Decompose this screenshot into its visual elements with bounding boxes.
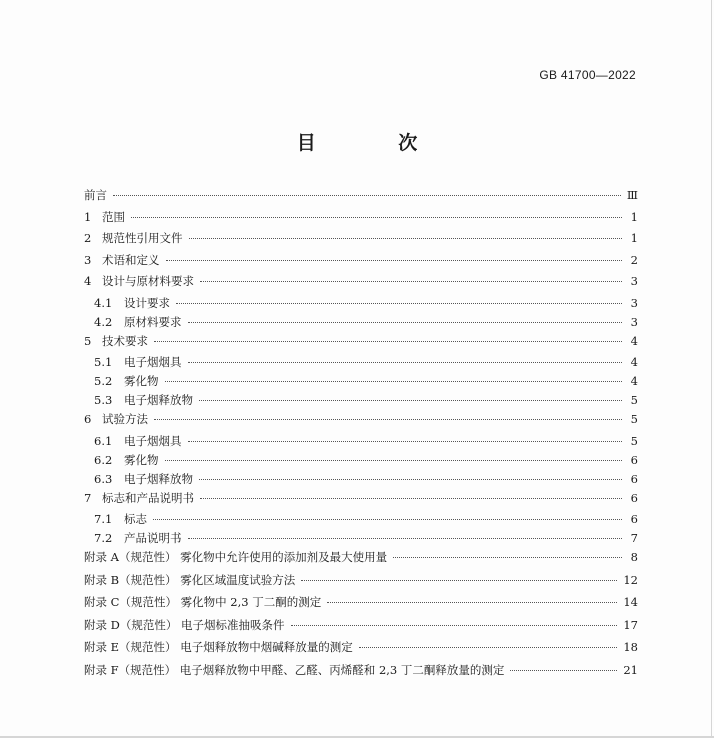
- dot-leader: [188, 322, 623, 323]
- toc-entry[interactable]: [84, 452, 638, 471]
- dot-leader: [113, 195, 621, 196]
- toc-entry[interactable]: [84, 373, 638, 392]
- toc-entry-label: 电子烟烟具: [124, 433, 182, 448]
- toc-entry-number: 7.1: [94, 512, 113, 526]
- toc-entry-number: 5: [84, 333, 92, 348]
- toc-entry-number: 5.3: [94, 393, 113, 407]
- toc-entry[interactable]: [84, 354, 638, 373]
- toc-entry-label: 试验方法: [102, 412, 148, 426]
- toc-entry-page: 3: [630, 314, 638, 329]
- toc-entry-label: 雾化物: [124, 452, 159, 467]
- toc-entry-page: 6: [630, 452, 638, 467]
- dot-leader: [199, 479, 622, 480]
- toc-entry-number: 6: [84, 412, 92, 426]
- toc-entry-label: 附录 B（规范性） 雾化区域温度试验方法: [84, 572, 296, 587]
- toc-entry-label: 设计与原材料要求: [102, 274, 194, 288]
- toc-entry[interactable]: [84, 511, 638, 530]
- toc-entry-label: 附录 F（规范性） 电子烟释放物中甲醛、乙醛、丙烯醛和 2,3 丁二酮释放量的测定: [84, 662, 505, 677]
- toc-entry-label: 原材料要求: [124, 314, 182, 329]
- dot-leader: [301, 580, 617, 581]
- toc-entry-label: 标志: [124, 512, 147, 526]
- toc-entry-number: 3: [84, 252, 92, 267]
- dot-leader: [165, 381, 623, 382]
- toc-entry-number: 7: [84, 490, 92, 505]
- toc-entry-label: 产品说明书: [124, 531, 182, 545]
- toc-entry-number: 6.3: [94, 471, 113, 486]
- toc-entry-page: 5: [630, 412, 638, 426]
- toc-entry[interactable]: [84, 295, 638, 314]
- toc-entry[interactable]: [84, 490, 638, 512]
- dot-leader: [291, 625, 618, 626]
- toc-entry-label: 设计要求: [124, 295, 170, 310]
- toc-entry-page: 17: [623, 617, 638, 632]
- toc-title: 目 次: [296, 132, 456, 154]
- toc-entry-page: 3: [630, 274, 638, 288]
- toc-entry-page: 7: [630, 531, 638, 545]
- toc-entry-label: 规范性引用文件: [102, 231, 183, 245]
- toc-entry-page: 21: [623, 662, 638, 677]
- dot-leader: [153, 519, 622, 520]
- toc-entry-page: 1: [630, 209, 638, 224]
- toc-entry[interactable]: [84, 209, 638, 231]
- dot-leader: [166, 260, 623, 261]
- dot-leader: [176, 303, 622, 304]
- toc-entry[interactable]: [84, 187, 638, 209]
- toc-entry-number: 6.1: [94, 433, 113, 448]
- toc-entry-label: 标志和产品说明书: [102, 490, 194, 505]
- toc-entry-label: 附录 A（规范性） 雾化物中允许使用的添加剂及最大使用量: [84, 550, 388, 564]
- toc-entry-page: 18: [623, 640, 638, 654]
- toc-entry[interactable]: [84, 333, 638, 355]
- toc-entry-page: 6: [630, 512, 638, 526]
- toc-entry[interactable]: [84, 230, 638, 252]
- toc-entry-number: 4.2: [94, 314, 113, 329]
- toc-entry-page: Ⅲ: [626, 188, 638, 202]
- toc-entry-page: 14: [623, 595, 638, 609]
- toc-entry-label: 术语和定义: [102, 252, 160, 267]
- dot-leader: [359, 647, 618, 648]
- dot-leader: [188, 362, 623, 363]
- toc-entry-page: 6: [630, 490, 638, 505]
- dot-leader: [510, 670, 617, 671]
- toc-entry[interactable]: [84, 530, 638, 549]
- toc-entry-number: 4: [84, 274, 92, 288]
- toc-entry-label: 附录 D（规范性） 电子烟标准抽吸条件: [84, 617, 285, 632]
- toc-entry[interactable]: [84, 549, 638, 572]
- dot-leader: [189, 238, 623, 239]
- table-of-contents: [84, 187, 638, 684]
- toc-entry-number: 6.2: [94, 452, 113, 467]
- toc-entry[interactable]: [84, 273, 638, 295]
- toc-entry-label: 范围: [102, 209, 125, 224]
- toc-entry-page: 4: [630, 355, 638, 369]
- toc-entry-label: 前言: [84, 188, 107, 202]
- dot-leader: [200, 281, 622, 282]
- toc-entry-page: 6: [630, 471, 638, 486]
- toc-entry-label: 附录 C（规范性） 雾化物中 2,3 丁二酮的测定: [84, 595, 322, 609]
- toc-entry-page: 8: [630, 550, 638, 564]
- toc-entry[interactable]: [84, 572, 638, 595]
- toc-entry[interactable]: [84, 662, 638, 685]
- toc-entry-label: 电子烟释放物: [124, 393, 193, 407]
- toc-entry[interactable]: [84, 392, 638, 411]
- dot-leader: [393, 557, 622, 558]
- toc-entry-page: 1: [630, 231, 638, 245]
- toc-entry[interactable]: [84, 471, 638, 490]
- dot-leader: [188, 441, 623, 442]
- toc-entry-page: 3: [630, 295, 638, 310]
- toc-entry-number: 5.1: [94, 355, 113, 369]
- dot-leader: [165, 460, 623, 461]
- toc-entry[interactable]: [84, 617, 638, 640]
- toc-entry-number: 4.1: [94, 295, 113, 310]
- toc-entry[interactable]: [84, 252, 638, 274]
- page-edge-right: [711, 0, 712, 738]
- toc-entry-label: 技术要求: [102, 333, 148, 348]
- toc-entry-page: 2: [630, 252, 638, 267]
- toc-entry[interactable]: [84, 411, 638, 433]
- dot-leader: [199, 400, 622, 401]
- toc-entry-label: 附录 E（规范性） 电子烟释放物中烟碱释放量的测定: [84, 640, 353, 654]
- toc-entry-page: 4: [630, 333, 638, 348]
- dot-leader: [154, 419, 622, 420]
- dot-leader: [131, 217, 622, 218]
- toc-entry-number: 2: [84, 231, 92, 245]
- dot-leader: [327, 602, 617, 603]
- toc-entry-page: 12: [623, 572, 638, 587]
- toc-entry-page: 4: [630, 374, 638, 388]
- toc-entry-number: 1: [84, 209, 92, 224]
- toc-entry-label: 电子烟烟具: [124, 355, 182, 369]
- toc-entry[interactable]: [84, 639, 638, 662]
- dot-leader: [200, 498, 622, 499]
- toc-entry[interactable]: [84, 314, 638, 333]
- toc-entry-page: 5: [630, 433, 638, 448]
- toc-entry-number: 7.2: [94, 531, 113, 545]
- standard-code: GB 41700—2022: [539, 68, 636, 82]
- toc-entry-page: 5: [630, 393, 638, 407]
- toc-entry-number: 5.2: [94, 374, 113, 388]
- toc-entry[interactable]: [84, 433, 638, 452]
- dot-leader: [154, 341, 622, 342]
- toc-entry-label: 电子烟释放物: [124, 471, 193, 486]
- toc-entry[interactable]: [84, 594, 638, 617]
- dot-leader: [188, 538, 623, 539]
- toc-entry-label: 雾化物: [124, 374, 159, 388]
